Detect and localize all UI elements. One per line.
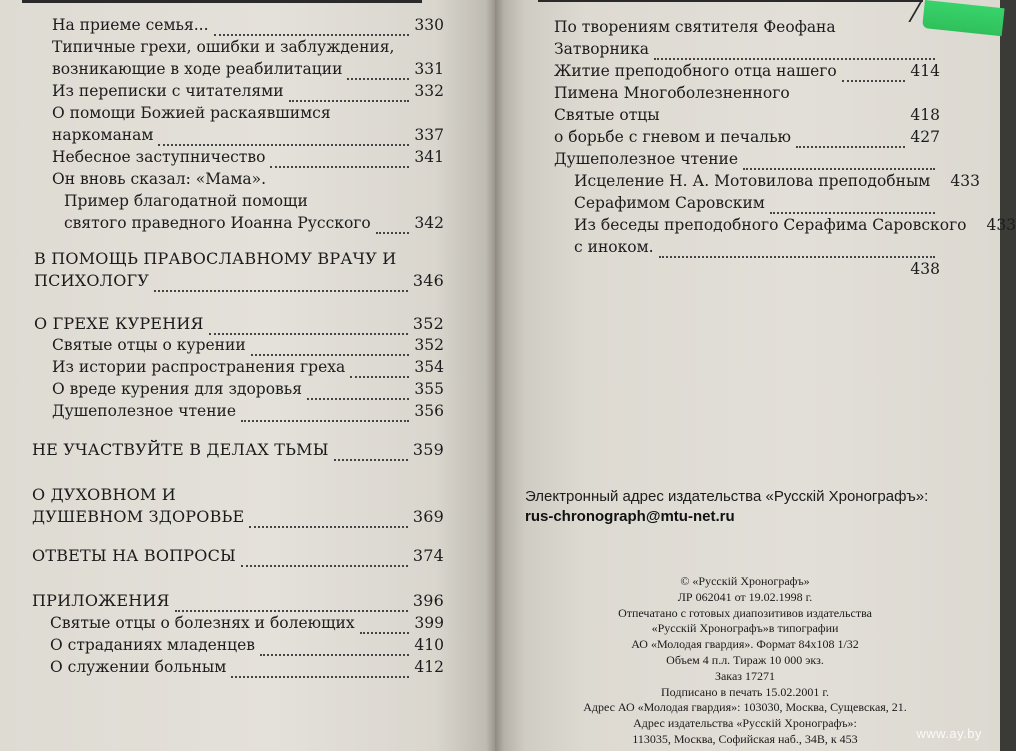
imprint-line: Подписано в печать 15.02.2001 г. — [661, 684, 829, 699]
publisher-email[interactable]: rus-chronograph@mtu-net.ru — [525, 508, 735, 525]
imprint-line: Адрес АО «Молодая гвардия»: 103030, Москва, Сущевская, 21. — [583, 700, 907, 715]
top-rule — [538, 0, 923, 2]
toc-entry: Святые отцы 418 — [554, 106, 940, 124]
page-number: 396 — [412, 591, 444, 610]
toc-appendix-items — [50, 612, 444, 678]
toc-entry: с иноком. — [554, 236, 940, 258]
section-answers — [32, 545, 444, 567]
toc-entry: Святые отцы о курении 352 — [52, 336, 444, 354]
section-darkness — [32, 439, 444, 461]
toc-entry: о борьбе с гневом и печалью 427 — [554, 128, 940, 146]
toc-entry: О вреде курения для здоровья 355 — [52, 380, 444, 398]
section-title: О ДУХОВНОМ И — [32, 485, 176, 504]
toc-entry: О служении больным 412 — [50, 658, 444, 676]
toc-entry: О страданиях младенцев 410 — [50, 636, 444, 654]
toc-group-1 — [52, 14, 444, 234]
imprint-line: Заказ 17271 — [714, 668, 776, 683]
section-title: ОТВЕТЫ НА ВОПРОСЫ — [32, 546, 236, 565]
left-page — [0, 0, 495, 751]
toc-entry: Душеполезное чтение — [554, 148, 940, 170]
toc-right — [554, 16, 1016, 280]
toc-entry: святого праведного Иоанна Русского 342 — [64, 214, 444, 232]
toc-entry: Из истории распространения греха 354 — [52, 358, 444, 376]
section-title: НЕ УЧАСТВУЙТЕ В ДЕЛАХ ТЬМЫ — [32, 440, 329, 459]
imprint-line: АО «Молодая гвардия». Формат 84x108 1/32 — [631, 637, 859, 652]
toc-entry: Небесное заступничество 341 — [52, 148, 444, 166]
imprint-line: Адрес издательства «Русскiй Хронографъ»: — [633, 716, 857, 731]
toc-entry: Святые отцы о болезнях и болеющих 399 — [50, 614, 444, 632]
toc-smoking-items — [52, 334, 444, 422]
book-gutter — [486, 0, 504, 751]
toc-entry: 438 — [910, 260, 940, 278]
top-rule — [22, 0, 422, 3]
page-number: 369 — [412, 507, 444, 526]
section-title: ДУШЕВНОМ ЗДОРОВЬЕ — [32, 507, 245, 526]
toc-entry: Из переписки с читателями 332 — [52, 82, 444, 100]
section-smoking — [34, 313, 444, 335]
imprint-block — [555, 574, 935, 748]
page-number: 359 — [412, 440, 444, 459]
section-help — [34, 248, 444, 292]
toc-entry: возникающие в ходе реабилитации 331 — [52, 60, 444, 78]
section-appendix — [32, 590, 444, 612]
toc-entry: Житие преподобного отца нашего 414 — [554, 62, 940, 80]
page-number: 346 — [412, 271, 444, 290]
imprint-line: ЛР 062041 от 19.02.1998 г. — [677, 589, 813, 604]
toc-entry: О помощи Божией раскаявшимся — [52, 104, 331, 122]
toc-entry: На приеме семья... 330 — [52, 16, 444, 34]
toc-entry: По творениям святителя Феофана — [554, 18, 836, 36]
toc-entry: Затворника — [554, 38, 940, 60]
toc-entry: Из беседы преподобного Серафима Саровского 433 — [574, 216, 1016, 234]
toc-entry: наркоманам 337 — [52, 126, 444, 144]
section-spiritual — [32, 484, 444, 528]
section-title: ПСИХОЛОГУ — [34, 271, 150, 290]
toc-entry: Исцеление Н. А. Мотовилова преподобным 433 — [574, 172, 980, 190]
imprint-line: 113035, Москва, Софийская наб., 34В, к 453 — [632, 731, 858, 746]
right-page — [495, 0, 1016, 751]
toc-entry: Пимена Многоболезненного — [554, 84, 790, 102]
toc-entry: Серафимом Саровским — [554, 192, 940, 214]
page-number: 352 — [412, 314, 444, 333]
page-number: 374 — [412, 546, 444, 565]
toc-entry: Душеполезное чтение 356 — [52, 402, 444, 420]
imprint-line: «Русскiй Хронографъ»в типографии — [651, 621, 839, 636]
toc-entry: Пример благодатной помощи — [64, 192, 308, 210]
section-title: ПРИЛОЖЕНИЯ — [32, 591, 170, 610]
section-title: В ПОМОЩЬ ПРАВОСЛАВНОМУ ВРАЧУ И — [34, 249, 397, 268]
imprint-line: Объем 4 п.л. Тираж 10 000 экз. — [666, 652, 824, 667]
watermark-text: www.ay.by — [916, 726, 982, 741]
publisher-email-label: Электронный адрес издательства «Русскiй Хронографъ»: — [525, 488, 929, 505]
toc-entry: Он вновь сказал: «Мама». — [52, 170, 267, 188]
imprint-line: © «Русскiй Хронографъ» — [680, 574, 810, 588]
imprint-line: Отпечатано с готовых диапозитивов издательства — [618, 605, 872, 620]
section-title: О ГРЕХЕ КУРЕНИЯ — [34, 314, 204, 333]
toc-entry: Типичные грехи, ошибки и заблуждения, — [52, 38, 395, 56]
